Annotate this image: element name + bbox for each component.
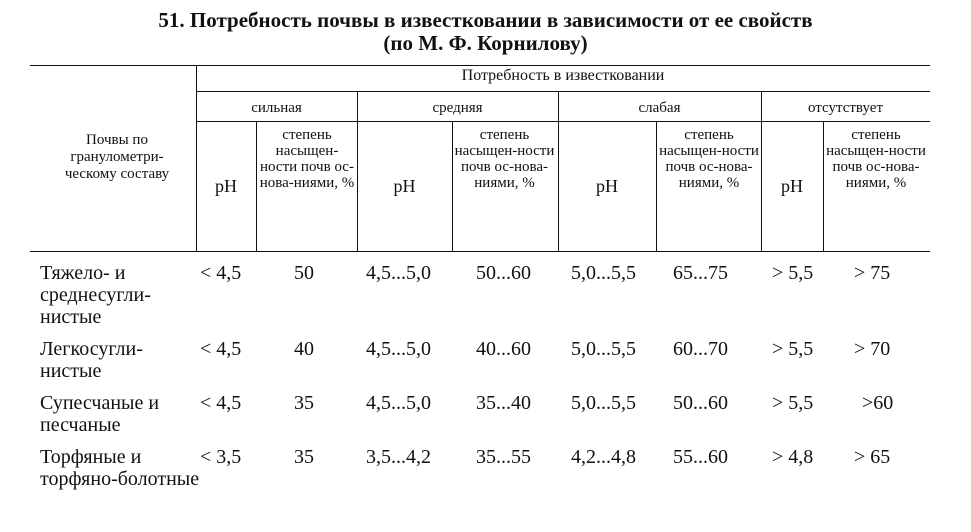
table-cell: > 5,5 xyxy=(772,262,814,284)
table-cell: 5,0...5,5 xyxy=(571,338,636,360)
saturation-header-none: степень насыщен-ности почв ос-нова-ниями, % xyxy=(826,127,926,191)
table-cell: > 4,8 xyxy=(772,446,814,468)
table-cell: 35 xyxy=(294,392,314,414)
level-header-medium: средняя xyxy=(432,100,483,116)
table-cell: > 65 xyxy=(854,446,891,468)
saturation-header-weak: степень насыщен-ности почв ос-нова-ниями, % xyxy=(659,127,759,191)
table-cell: < 4,5 xyxy=(200,262,242,284)
vrule-sub-1 xyxy=(256,121,257,251)
table-cell: 4,5...5,0 xyxy=(366,262,431,284)
table-cell: 4,5...5,0 xyxy=(366,338,431,360)
table-cell: 3,5...4,2 xyxy=(366,446,431,468)
ph-header-medium: pH xyxy=(393,176,416,196)
table-cell: < 3,5 xyxy=(200,446,242,468)
saturation-header-strong: степень насыщен-ности почв ос-нова-ниями, % xyxy=(259,127,355,191)
table-cell: 60...70 xyxy=(673,338,728,360)
table-title: 51. Потребность почвы в известковании в зависимости от ее свойств xyxy=(158,8,813,32)
ph-header-weak: pH xyxy=(596,176,618,196)
header-bottom-rule xyxy=(30,251,930,252)
table-cell: 50...60 xyxy=(476,262,531,284)
table-cell: 4,2...4,8 xyxy=(571,446,636,468)
ph-header-none: pH xyxy=(781,176,803,196)
vrule-sub-4 xyxy=(823,121,824,251)
soil-name: Тяжело- и среднесугли-нистые xyxy=(40,262,151,328)
table-cell: 4,5...5,0 xyxy=(366,392,431,414)
table-cell: 5,0...5,5 xyxy=(571,392,636,414)
group-header: Потребность в известковании xyxy=(461,67,665,84)
table-cell: > 70 xyxy=(854,338,891,360)
level-header-weak: слабая xyxy=(638,100,681,116)
vrule-main xyxy=(196,65,197,251)
top-rule xyxy=(30,65,930,66)
level-rule xyxy=(196,121,930,122)
level-header-none: отсутствует xyxy=(807,100,884,116)
table-cell: 50 xyxy=(294,262,314,284)
table-cell: 40...60 xyxy=(476,338,531,360)
ph-header-strong: pH xyxy=(215,176,237,196)
group-rule xyxy=(196,91,930,92)
table-cell: 50...60 xyxy=(673,392,728,414)
table-cell: >60 xyxy=(862,392,894,414)
table-cell: > 5,5 xyxy=(772,392,814,414)
table-subtitle: (по М. Ф. Корнилову) xyxy=(383,31,588,55)
table-cell: < 4,5 xyxy=(200,338,242,360)
saturation-header-medium: степень насыщен-ности почв ос-нова-ниями, % xyxy=(454,127,555,191)
table-cell: 35...55 xyxy=(476,446,531,468)
table-cell: < 4,5 xyxy=(200,392,242,414)
soil-name: Легкосугли-нистые xyxy=(40,338,143,382)
vrule-sub-3 xyxy=(656,121,657,251)
table-cell: 35 xyxy=(294,446,314,468)
row-label-header: Почвы по гранулометри-ческому составу xyxy=(64,132,170,182)
table-cell: 40 xyxy=(294,338,314,360)
soil-name: Супесчаные и песчаные xyxy=(40,392,160,436)
table-cell: > 75 xyxy=(854,262,891,284)
level-header-strong: сильная xyxy=(251,100,302,116)
table-cell: 65...75 xyxy=(673,262,728,284)
soil-name: Торфяные и торфяно-болотные xyxy=(40,446,200,490)
table-cell: 5,0...5,5 xyxy=(571,262,636,284)
vrule-sub-2 xyxy=(452,121,453,251)
table-cell: 35...40 xyxy=(476,392,531,414)
table-cell: 55...60 xyxy=(673,446,728,468)
table-cell: > 5,5 xyxy=(772,338,814,360)
